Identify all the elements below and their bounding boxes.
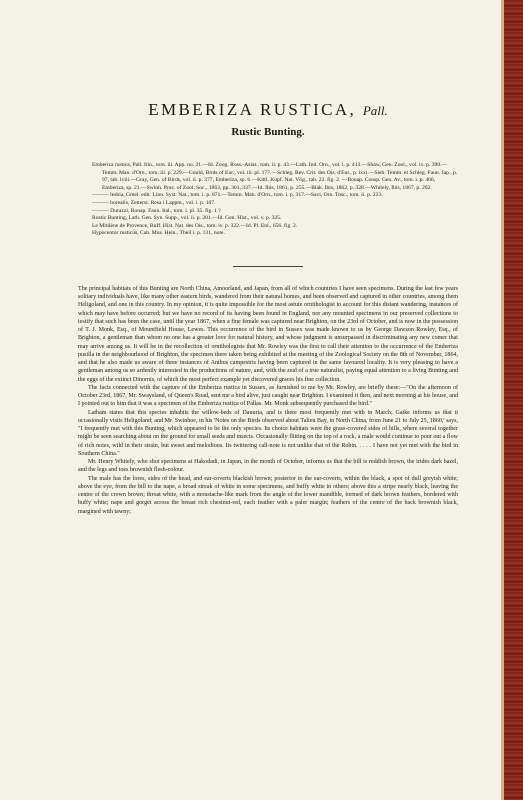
- body-text: [78, 285, 458, 516]
- synonym-entry: Emberiza rustica, Pall. Itin., tom. iii. App. no. 21.—Id. Zoog. Ross.-Asiat., tom. ii. p. 43.—Lath. Ind. Orn., vol. i. p. 413.—Shaw, Gen. Zool., vol. ix. p. 390.—Temm. Man. d'Orn., tom. iii. p. 229.—Gould, Birds of Eur., vol. iii. pl. 177.—Schleg. Rev. Crit. des Ois. d'Eur., p. lxxi.—Sieb. Temm. et Schleg. Faun. Jap., p. 97, tab. lviii.—Gray, Gen. of Birds, vol. ii. p. 377, Emberiza, sp. 6.—Kittl. Kupf. Nat. Vög., tab. 22. fig. 2. —Bonap. Consp. Gen. Av., tom. i. p. 466, Emberiza, sp. 21.—Swinh. Proc. of Zool. Soc., 1863, pp. 301, 337.—Id. Ibis, 1861, p. 255.—Blak. Ibis, 1862, p. 328.—Whitely, Ibis, 1867, p. 202.: [92, 162, 458, 191]
- synonym-entry: Hypocentor rusticus, Cab. Mus. Hein., Theil i. p. 131, note.: [92, 230, 225, 237]
- title-species: EMBERIZA RUSTICA,: [148, 100, 357, 119]
- book-spine: [504, 0, 523, 800]
- body-paragraph: Mr. Henry Whitely, who shot specimens at Hakodadi, in Japan, in the month of October, informs us that the bill is reddish brown, the irides dark hazel, and the legs and toes brownish flesh-colour.: [78, 459, 458, 474]
- synonym-entry: ——— lesbia, Gmel. edit. Linn. Syst. Nat., tom. i. p. 871.—Temm. Man. d'Orn., tom. i. p. 317.—Savi, Orn. Tosc., tom. ii. p. 223.: [92, 192, 383, 199]
- body-paragraph: The principal habitats of this Bunting are North China, Amoorland, and Japan, from all of which countries I have seen specimens. During the last few years solitary individuals have, like many other eastern birds, wandered from their natural homes, and been observed and captured in other countries, among them Heligoland, and one in this country. In my opinion, it is quite impossible for the most astute ornithologist to account for this distant wandering, instances of which may have before occurred; but we have no record of its having been found in England, nor any mounted specimens in our preserved collections to testify that such has been the case, until the year 1867, when a fine female was captured near Brighton, on the 23rd of October, and is now in the possession of T. J. Monk, Esq., of Mountfield House, Lewes. This occurrence of the bird in Sussex was made known to us by George Dawson Rowley, Esq., of Brighton, a gentleman than whom no one has a greater love for natural history, and whose judgment is unsurpassed in discriminating any new comer that may arrive among us. It will be in the recollection of ornithologists that Mr. Rowley was the first to call their attention to the occurrence of the Emberiza pusilla in the neighbourhood of Brighton, the specimen there taken being exhibited at the meeting of the Zoological Society on the 8th of November, 1864, and that he also made us aware of three instances of Anthus campestris having been captured in the same favoured locality. It is very pleasing to have a gentleman among us so ardently interested in the productions of nature, and, with the zeal of a true naturalist, paying equal attention to a living Bunting and the eggs of the extinct Dinornis, of which the most perfect example yet discovered graces his fine collection.: [78, 285, 458, 383]
- page-content: [78, 100, 458, 516]
- title-author: Pall.: [362, 103, 388, 118]
- section-divider: [233, 266, 303, 267]
- body-paragraph: The male has the lores, sides of the head, and ear-coverts blackish brown; posterior to the ear-coverts, within the black, a spot of dull greyish white; above the eye, from the bill to the nape, a broad streak of white in some specimens, and buffy white in others; above this a stripe nearly black, leaving the centre of the crown brown; throat white, with a moustache-like mark from the angle of the lower mandible, formed of dark brown feathers, bordered with buffy white; nape and gorget across the breast rich chestnut-red, each feather with a paler margin; feathers of the centre of the back brownish black, margined with tawny;: [78, 475, 458, 515]
- page-subtitle: Rustic Bunting.: [231, 126, 305, 138]
- body-paragraph: The facts connected with the capture of the Emberiza rustica in Sussex, as furnished to me by Mr. Rowley, are briefly these:—"On the afternoon of October 23rd, 1867, Mr. Swaysland, of Queen's Road, sent me a bird alive, just caught near Brighton. I examined it then, and next morning at his house, and I pointed out to him that it was a specimen of the Emberiza rustica of Pallas. Mr. Monk subsequently purchased the bird.": [78, 384, 458, 408]
- synonym-entry: ——— Durazzi, Bonap. Faun. Ital., tom. i. pl. 35. fig. 1 ?: [92, 207, 221, 214]
- synonym-entry: Le Mitilène de Provence, Buff. Hist. Nat. des Ois., tom. iv. p. 322.—Id. Pl. Enl., 656. fig. 2.: [92, 222, 298, 229]
- page-title: [78, 100, 458, 120]
- synonym-entry: ——— borealis, Zetterst. Resa i Lappm., vol. i. p. 107.: [92, 199, 216, 206]
- body-paragraph: Latham states that this species inhabits the willow-beds of Dauuria, and is there most frequently met with in March; Gatke informs us that it occasionally visits Heligoland; and Mr. Swinhoe, in his 'Notes on the Birds observed about Talien Bay, in North China, from June 21 to July 25, 1860,' says, "I frequently met with this Bunting, which appeared to be the only species. Its choice habitats were the grass-covered sides of hills, where several together might be seen searching about on the ground for small seeds and insects. Occasionally flitting on the top of a rock, a male would continue to pour out a flow of rich notes, wild in their strain, but sweet and melodious. Its twittering call-note is not unlike that of the Robin. . . . . I have not yet met with the bird in Southern China.": [78, 409, 458, 457]
- synonymy-list: [78, 162, 458, 238]
- synonym-entry: Rustic Bunting, Lath. Gen. Syn. Supp., vol. ii. p. 201.—Id. Gen. Hist., vol. v. p. 325.: [92, 215, 282, 222]
